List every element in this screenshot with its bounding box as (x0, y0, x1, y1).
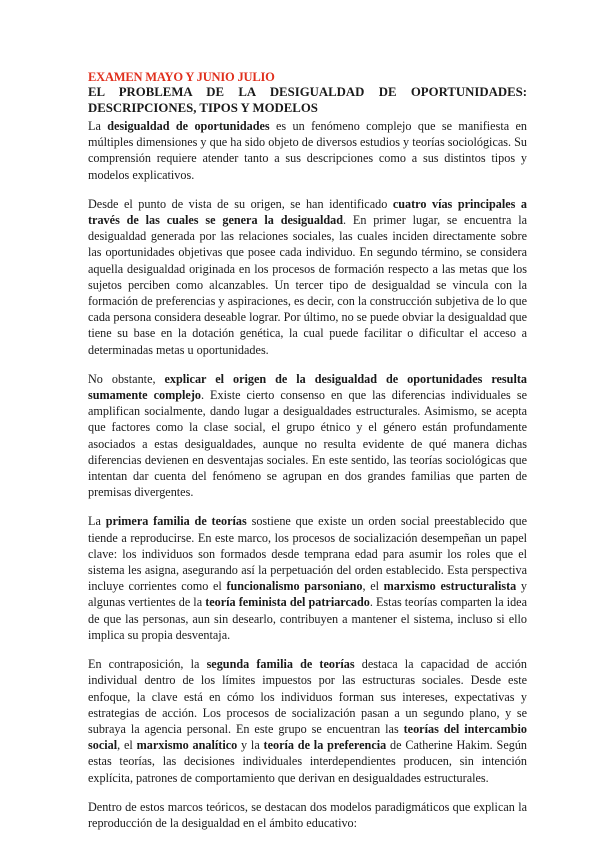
text-span: Desde el punto de vista de su origen, se han identificado (88, 196, 393, 211)
paragraph (88, 513, 527, 643)
text-span: y la (237, 738, 264, 753)
text-span: La (88, 514, 106, 529)
bold-term: teoría de la preferencia (263, 738, 387, 753)
bold-term: funcionalismo parsoniano (226, 579, 363, 594)
text-span: No obstante, (88, 371, 165, 386)
text-span: destaca la capacidad de acción individual dentro de los límites impuestos por las estructuras sociales. Desde este enfoque, la clave está en cómo los individuos forman sus intereses, expectativas y estrategias de acción. Los procesos de socialización pasan a un segundo plano, y se subraya la agencia personal. En este grupo se encuentran las (88, 657, 527, 736)
bold-term: marxismo analítico (136, 738, 238, 753)
text-span: En contraposición, la (88, 657, 207, 672)
text-span: Dentro de estos marcos teóricos, se destacan dos modelos paradigmáticos que explican la reproducción de la desigualdad en el ámbito educativo: (88, 799, 527, 830)
text-span: de Catherine Hakim. Según estas teorías, las decisiones individuales interdependientes producen, sin intención explícita, patrones de comportamiento que derivan en desigualdades estructurales. (88, 738, 528, 785)
text-span: La (88, 119, 108, 133)
title-line-2: DESCRIPCIONES, TIPOS Y MODELOS (88, 100, 318, 115)
bold-term: explicar el origen de la desigualdad de oportunidades resulta sumamente complejo (88, 371, 527, 403)
bold-term: segunda familia de teorías (206, 657, 355, 672)
paragraph (88, 656, 527, 786)
text-span: , el (362, 579, 384, 594)
body-text (88, 118, 527, 831)
text-span: , el (117, 738, 137, 753)
bold-term: teoría feminista del patriarcado (205, 595, 370, 610)
paragraph (88, 371, 527, 501)
text-span: . Existe cierto consenso en que las diferencias individuales se amplifican socialmente, dando lugar a desigualdades estructurales. Asimismo, se acepta que factores como la clase social, el grupo étnico y el género están profundamente asociados a estas desigualdades, aunque no resulta evidente de qué manera dichas diferencias devienen en desventajas sociales. En este sentido, las teorías sociológicas que intentan dar cuenta del fenómeno se agrupan en dos grandes familias que parten de premisas divergentes. (88, 388, 527, 500)
paragraph (88, 799, 527, 831)
bold-term: primera familia de teorías (105, 514, 247, 529)
text-span: . En primer lugar, se encuentra la desigualdad generada por las relaciones sociales, las cuales inciden directamente sobre las oportunidades objetivas que posee cada individuo. En segundo término, se considera aquella desigualdad originada en los procesos de formación respecto a las metas que los sujetos perciben como alcanzables. Un tercer tipo de desigualdad se vincula con la formación de preferencias y aspiraciones, es decir, con la construcción subjetiva de lo que cada persona considera deseable lograr. Por último, no se puede obviar la desigualdad que tiene su base en la dotación genética, la cual puede facilitar o dificultar el acceso a determinadas metas u oportunidades. (88, 213, 527, 357)
paragraph (88, 118, 527, 183)
bold-term: cuatro vías principales a través de las cuales se genera la desigualdad (88, 196, 528, 228)
bold-term: marxismo estructuralista (383, 579, 517, 594)
title-line-1: EL PROBLEMA DE LA DESIGUALDAD DE OPORTUNIDADES: (88, 85, 527, 99)
text-span: sostiene que existe un orden social preestablecido que tiende a reproducirse. En este marco, los procesos de socialización desempeñan un papel clave: los individuos son formados desde temprana edad para asumir los roles que el sistema les asigna, asegurando así la perpetuación del orden establecido. Esta perspectiva incluye corrientes como el (88, 514, 527, 594)
paragraph (88, 196, 527, 358)
document-title (88, 85, 527, 116)
bold-term: teorías del intercambio social (88, 721, 527, 753)
text-span: y algunas vertientes de la (88, 579, 528, 610)
text-span: es un fenómeno complejo que se manifiesta en múltiples dimensiones y que ha sido objeto de diversos estudios y teorías sociológicas. Su comprensión requiere atender tanto a sus descripciones como a sus distintos tipos y modelos explicativos. (88, 119, 527, 182)
bold-term: desigualdad de oportunidades (107, 119, 270, 133)
exam-label: EXAMEN MAYO Y JUNIO JULIO (88, 70, 275, 84)
text-span: . Estas teorías comparten la idea de que las personas, aun sin desearlo, contribuyen a mantener el sistema, incluso si ello implica su propia desventaja. (88, 595, 528, 642)
